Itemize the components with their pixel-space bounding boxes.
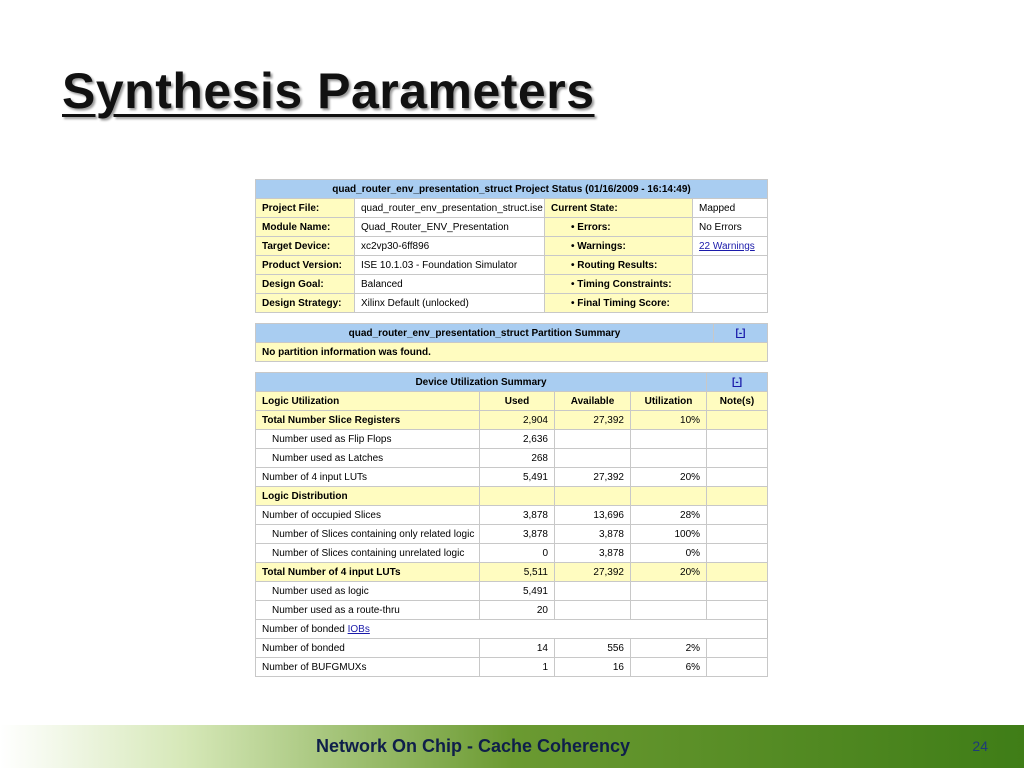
status-value	[693, 237, 768, 256]
row-name-prefix: Number of bonded	[262, 623, 348, 635]
warnings-link[interactable]: 22 Warnings	[699, 240, 755, 252]
available-cell: 3,878	[555, 525, 631, 544]
used-cell: 268	[480, 449, 555, 468]
row-name: Logic Distribution	[256, 487, 480, 506]
row-name: Number of Slices containing unrelated logic	[256, 544, 480, 563]
available-cell	[555, 449, 631, 468]
table-row	[256, 449, 768, 468]
available-cell: 27,392	[555, 563, 631, 582]
utilization-cell: 20%	[631, 563, 707, 582]
note-cell	[707, 563, 768, 582]
status-label: • Routing Results:	[545, 256, 693, 275]
row-name: Number of Slices containing only related logic	[256, 525, 480, 544]
note-cell	[707, 487, 768, 506]
used-cell: 5,491	[480, 582, 555, 601]
device-utilization-header: Device Utilization Summary	[256, 373, 707, 392]
status-value	[693, 256, 768, 275]
row-name: Number used as Flip Flops	[256, 430, 480, 449]
utilization-cell	[631, 582, 707, 601]
collapse-toggle[interactable]: [-]	[714, 324, 768, 343]
iobs-link[interactable]: IOBs	[347, 623, 370, 635]
used-cell: 2,636	[480, 430, 555, 449]
note-cell	[707, 544, 768, 563]
ise-report	[255, 179, 767, 687]
table-row	[256, 639, 768, 658]
status-label: Design Strategy:	[256, 294, 355, 313]
available-cell	[555, 487, 631, 506]
note-cell	[707, 468, 768, 487]
available-cell	[555, 601, 631, 620]
status-value	[693, 275, 768, 294]
status-value: ISE 10.1.03 - Foundation Simulator	[355, 256, 545, 275]
table-row	[256, 430, 768, 449]
used-cell: 14	[480, 639, 555, 658]
table-row	[256, 506, 768, 525]
note-cell	[707, 601, 768, 620]
device-utilization-table	[255, 372, 768, 677]
utilization-cell: 2%	[631, 639, 707, 658]
note-cell	[707, 411, 768, 430]
footer-title: Network On Chip - Cache Coherency	[316, 736, 631, 756]
project-status-header: quad_router_env_presentation_struct Project Status (01/16/2009 - 16:14:49)	[256, 180, 768, 199]
status-value: quad_router_env_presentation_struct.ise	[355, 199, 545, 218]
row-name: Number of BUFGMUXs	[256, 658, 480, 677]
note-cell	[707, 506, 768, 525]
available-cell: 3,878	[555, 544, 631, 563]
available-cell	[555, 582, 631, 601]
table-row	[256, 525, 768, 544]
row-name: Number of bonded	[256, 639, 480, 658]
available-cell	[555, 430, 631, 449]
status-value: No Errors	[693, 218, 768, 237]
status-label: Project File:	[256, 199, 355, 218]
collapse-toggle[interactable]: [-]	[707, 373, 768, 392]
used-cell: 0	[480, 544, 555, 563]
used-cell: 2,904	[480, 411, 555, 430]
footer-bar	[0, 725, 1024, 768]
status-value: Xilinx Default (unlocked)	[355, 294, 545, 313]
table-row	[256, 658, 768, 677]
column-header: Used	[480, 392, 555, 411]
utilization-cell: 10%	[631, 411, 707, 430]
utilization-cell	[631, 601, 707, 620]
note-cell	[707, 582, 768, 601]
used-cell: 5,511	[480, 563, 555, 582]
row-name: Number used as a route-thru	[256, 601, 480, 620]
status-label: Module Name:	[256, 218, 355, 237]
status-label: Target Device:	[256, 237, 355, 256]
utilization-cell	[631, 487, 707, 506]
used-cell	[480, 487, 555, 506]
table-row	[256, 563, 768, 582]
project-status-table	[255, 179, 768, 313]
status-label: • Final Timing Score:	[545, 294, 693, 313]
slide-title: Synthesis Parameters	[62, 63, 595, 119]
row-name: Total Number of 4 input LUTs	[256, 563, 480, 582]
partition-message: No partition information was found.	[256, 343, 768, 362]
utilization-cell: 6%	[631, 658, 707, 677]
used-cell: 3,878	[480, 506, 555, 525]
status-value	[693, 294, 768, 313]
row-name: Number used as logic	[256, 582, 480, 601]
utilization-cell: 0%	[631, 544, 707, 563]
column-header: Utilization	[631, 392, 707, 411]
available-cell: 13,696	[555, 506, 631, 525]
status-value: Balanced	[355, 275, 545, 294]
partition-summary-table	[255, 323, 768, 362]
utilization-cell: 100%	[631, 525, 707, 544]
utilization-cell	[631, 449, 707, 468]
row-name: Number of 4 input LUTs	[256, 468, 480, 487]
utilization-cell: 28%	[631, 506, 707, 525]
used-cell: 3,878	[480, 525, 555, 544]
used-cell: 1	[480, 658, 555, 677]
utilization-cell	[631, 430, 707, 449]
available-cell: 16	[555, 658, 631, 677]
status-label: Design Goal:	[256, 275, 355, 294]
table-row	[256, 487, 768, 506]
used-cell: 5,491	[480, 468, 555, 487]
status-label: • Warnings:	[545, 237, 693, 256]
status-label: • Timing Constraints:	[545, 275, 693, 294]
table-row	[256, 544, 768, 563]
status-value: xc2vp30-6ff896	[355, 237, 545, 256]
table-row	[256, 582, 768, 601]
used-cell: 20	[480, 601, 555, 620]
available-cell: 27,392	[555, 468, 631, 487]
row-name: Number of occupied Slices	[256, 506, 480, 525]
available-cell: 556	[555, 639, 631, 658]
status-value: Mapped	[693, 199, 768, 218]
row-name: Total Number Slice Registers	[256, 411, 480, 430]
available-cell: 27,392	[555, 411, 631, 430]
note-cell	[707, 525, 768, 544]
row-name	[256, 620, 768, 639]
note-cell	[707, 449, 768, 468]
table-row	[256, 601, 768, 620]
table-row	[256, 620, 768, 639]
column-header: Available	[555, 392, 631, 411]
status-label: Current State:	[545, 199, 693, 218]
note-cell	[707, 639, 768, 658]
note-cell	[707, 658, 768, 677]
table-row	[256, 411, 768, 430]
column-header: Logic Utilization	[256, 392, 480, 411]
partition-summary-header: quad_router_env_presentation_struct Partition Summary	[256, 324, 714, 343]
utilization-cell: 20%	[631, 468, 707, 487]
table-row	[256, 468, 768, 487]
note-cell	[707, 430, 768, 449]
column-header: Note(s)	[707, 392, 768, 411]
status-value: Quad_Router_ENV_Presentation	[355, 218, 545, 237]
page-number: 24	[972, 738, 988, 754]
status-label: • Errors:	[545, 218, 693, 237]
status-label: Product Version:	[256, 256, 355, 275]
row-name: Number used as Latches	[256, 449, 480, 468]
